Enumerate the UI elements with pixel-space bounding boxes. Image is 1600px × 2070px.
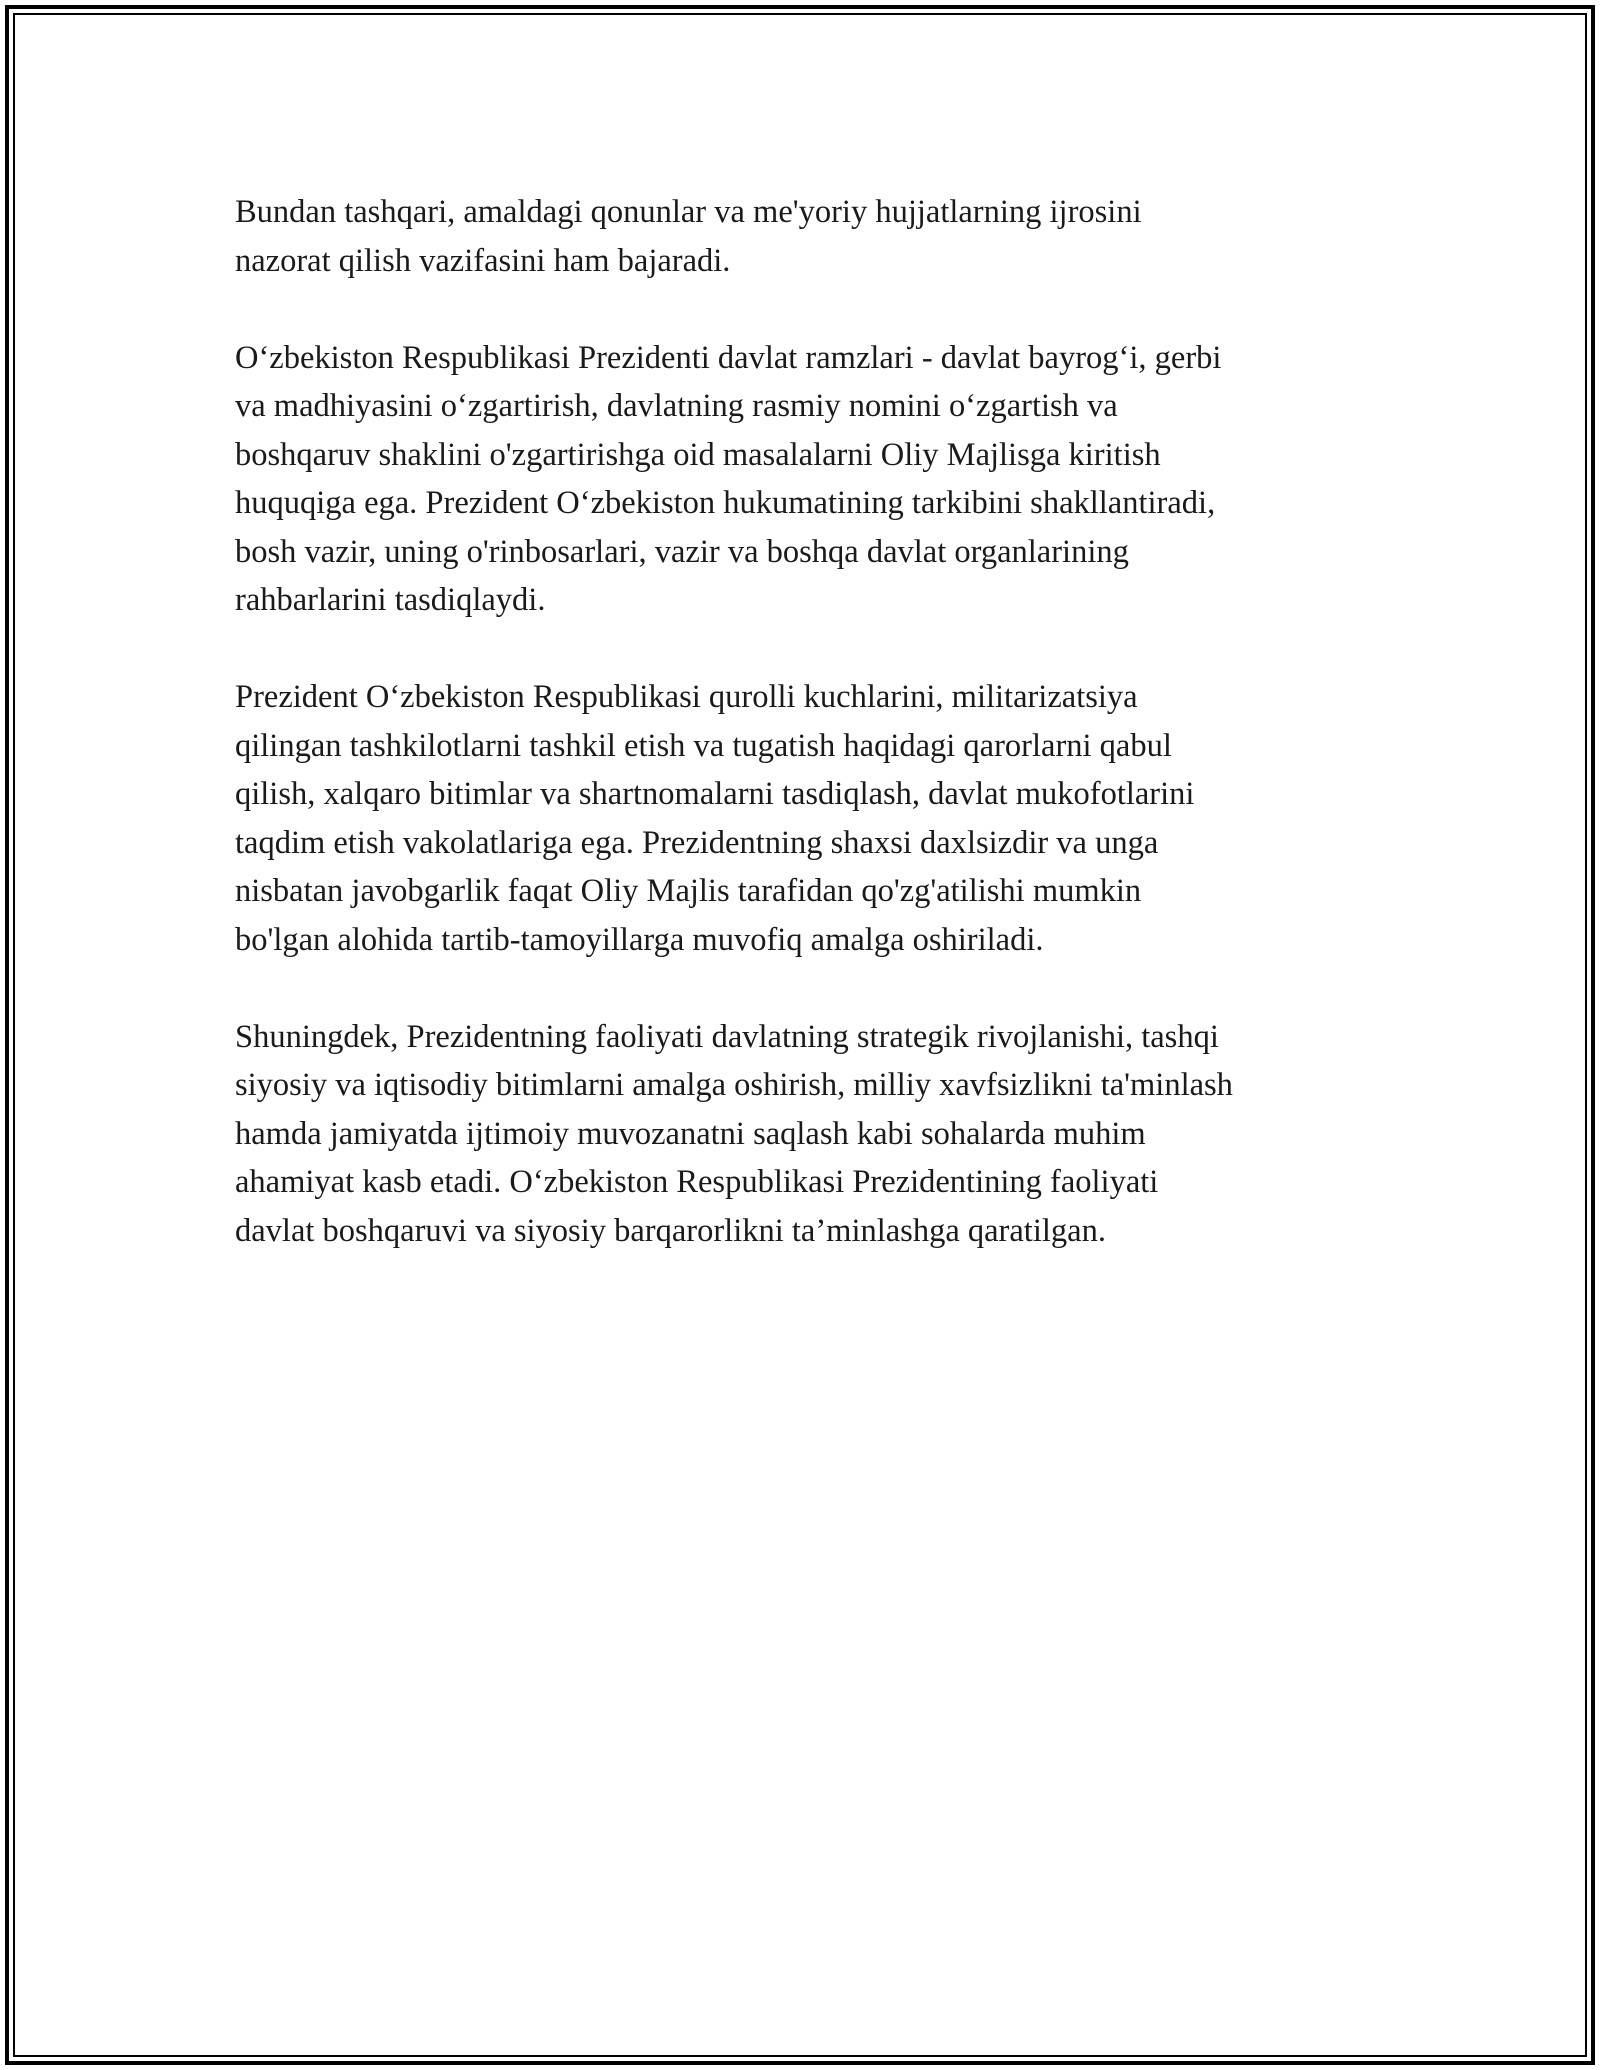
paragraph-2: O‘zbekiston Respublikasi Prezidenti davlat ramzlari - davlat bayrog‘i, gerbi va madhiyasini o‘zgartirish, davlatning rasmiy nomini o‘zgartish va boshqaruv shaklini o'zgartirishga oid masalalarni Oliy Majlisga kiritish huquqiga ega. Prezident O‘zbekiston hukumatining tarkibini shakllantiradi, bosh vazir, uning o'rinbosarlari, vazir va boshqa davlat organlarining rahbarlarini tasdiqlaydi. bbox=[235, 339, 1222, 618]
paragraph-4: Shuningdek, Prezidentning faoliyati davlatning strategik rivojlanishi, tashqi siyosiy va iqtisodiy bitimlarni amalga oshirish, milliy xavfsizlikni ta'minlash hamda jamiyatda ijtimoiy muvozanatni saqlash kabi sohalarda muhim ahamiyat kasb etadi. O‘zbekiston Respublikasi Prezidentining faoliyati davlat boshqaruvi va siyosiy barqarorlikni ta’minlashga qaratilgan. bbox=[235, 1018, 1233, 1249]
paragraph-3: Prezident O‘zbekiston Respublikasi qurolli kuchlarini, militarizatsiya qilingan tashkilotlarni tashkil etish va tugatish haqidagi qarorlarni qabul qilish, xalqaro bitimlar va shartnomalarni tasdiqlash, davlat mukofotlarini taqdim etish vakolatlariga ega. Prezidentning shaxsi daxlsizdir va unga nisbatan javobgarlik faqat Oliy Majlis tarafidan qo'zg'atilishi mumkin bo'lgan alohida tartib-tamoyillarga muvofiq amalga oshiriladi. bbox=[235, 679, 1195, 958]
document-body bbox=[235, 188, 1375, 1304]
paragraph-1: Bundan tashqari, amaldagi qonunlar va me'yoriy hujjatlarning ijrosini nazorat qilish vazifasini ham bajaradi. bbox=[235, 194, 1142, 279]
